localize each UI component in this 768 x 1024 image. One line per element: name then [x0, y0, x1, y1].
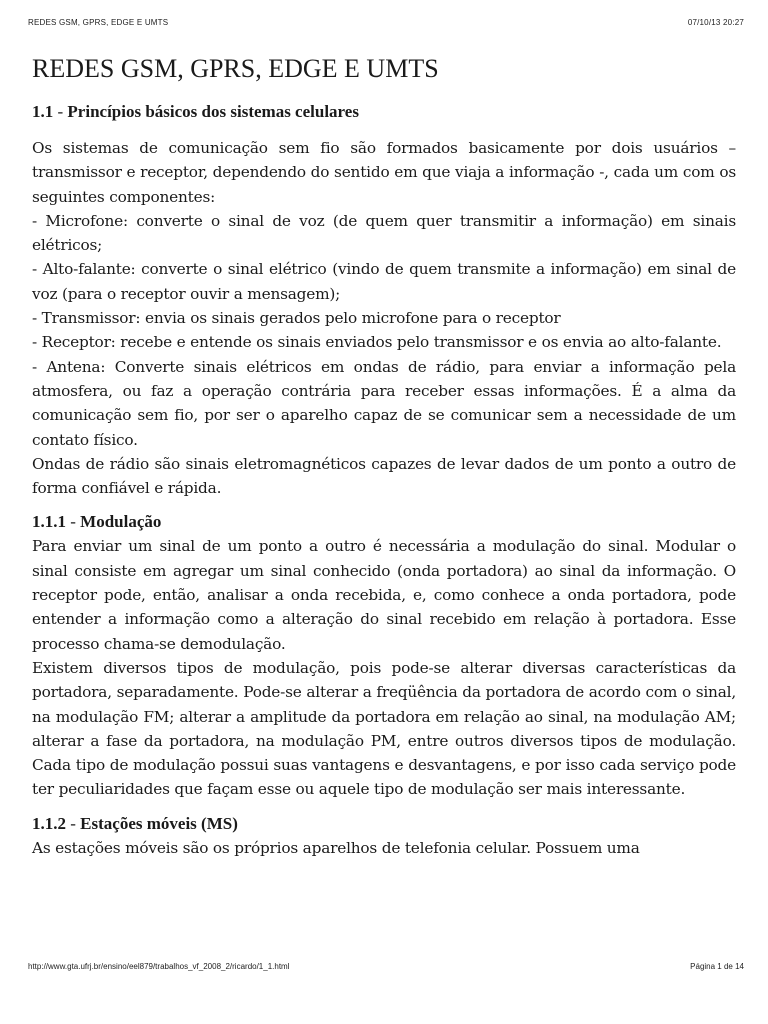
section-heading-1-1-2: [32, 812, 736, 836]
document-title: REDES GSM, GPRS, EDGE E UMTS: [32, 54, 439, 83]
section-body-1-1: [32, 136, 736, 500]
section-number: 1.1: [32, 102, 54, 121]
paragraph: - Microfone: converte o sinal de voz (de quem quer transmitir a informação) em sinais elétricos;: [32, 211, 736, 255]
paragraph: Existem diversos tipos de modulação, pois pode-se alterar diversas características da portadora, separadamente. Pode-se alterar a freqüência da portadora de acordo com o sinal, na modulação FM; alterar a amplitude da portadora em relação ao sinal, na modulação AM; alterar a fase da portadora, na modulação PM, entre outros diversos tipos de modulação. Cada tipo de modulação possui suas vantagens e desvantagens, e por isso cada serviço pode ter peculiaridades que façam esse ou aquele tipo de modulação ser mais interessante.: [32, 658, 736, 799]
paragraph: As estações móveis são os próprios aparelhos de telefonia celular. Possuem uma: [32, 838, 640, 857]
section-title: Estações móveis (MS): [80, 813, 238, 833]
paragraph: - Antena: Converte sinais elétricos em ondas de rádio, para enviar a informação pela atmosfera, ou faz a operação contrária para receber essas informações. É a alma da comunicação sem fio, por ser o aparelho capaz de se comunicar sem a necessidade de um contato físico.: [32, 357, 736, 449]
section-title: Princípios básicos dos sistemas celulares: [67, 102, 359, 121]
document-body: [32, 52, 736, 860]
paragraph: - Alto-falante: converte o sinal elétrico (vindo de quem transmite a informação) em sinal de voz (para o receptor ouvir a mensagem);: [32, 260, 736, 303]
paragraph: Ondas de rádio são sinais eletromagnéticos capazes de levar dados de um ponto a outro de forma confiável e rápida.: [32, 454, 736, 498]
section-heading-1-1-1: [32, 510, 736, 534]
paragraph: Para enviar um sinal de um ponto a outro é necessária a modulação do sinal. Modular o sinal consiste em agregar um sinal conhecido (onda portadora) ao sinal da informação. O receptor pode, então, analisar a onda recebida, e, como conhece a onda portadora, pode entender a informação como a alteração do sinal recebido em relação à portadora. Esse processo chama-se demodulação.: [32, 537, 736, 653]
section-heading-1-1: [32, 100, 736, 124]
section-number: 1.1.1: [32, 512, 66, 532]
print-header-title: REDES GSM, GPRS, EDGE E UMTS: [28, 18, 169, 27]
paragraph: - Transmissor: envia os sinais gerados pelo microfone para o receptor: [32, 309, 561, 328]
paragraph: - Receptor: recebe e entende os sinais enviados pelo transmissor e os envia ao alto-falante.: [32, 333, 722, 352]
paragraph: Os sistemas de comunicação sem fio são formados basicamente por dois usuários – transmissor e receptor, dependendo do sentido em que viaja a informação -, cada um com os seguintes componentes:: [32, 139, 736, 206]
section-body-1-1-1: [32, 534, 736, 801]
print-header: [28, 18, 744, 30]
section-title: Modulação: [80, 512, 162, 532]
print-footer-url[interactable]: http://www.gta.ufrj.br/ensino/eel879/trabalhos_vf_2008_2/ricardo/1_1.html: [28, 962, 290, 971]
print-footer: [28, 962, 744, 974]
section-dash: -: [66, 512, 81, 532]
section-dash: -: [66, 813, 81, 833]
print-header-datetime: 07/10/13 20:27: [687, 18, 744, 27]
section-dash: -: [53, 102, 68, 121]
print-footer-page: Página 1 de 14: [690, 962, 744, 971]
section-body-1-1-2: [32, 836, 736, 860]
section-number: 1.1.2: [32, 813, 66, 833]
